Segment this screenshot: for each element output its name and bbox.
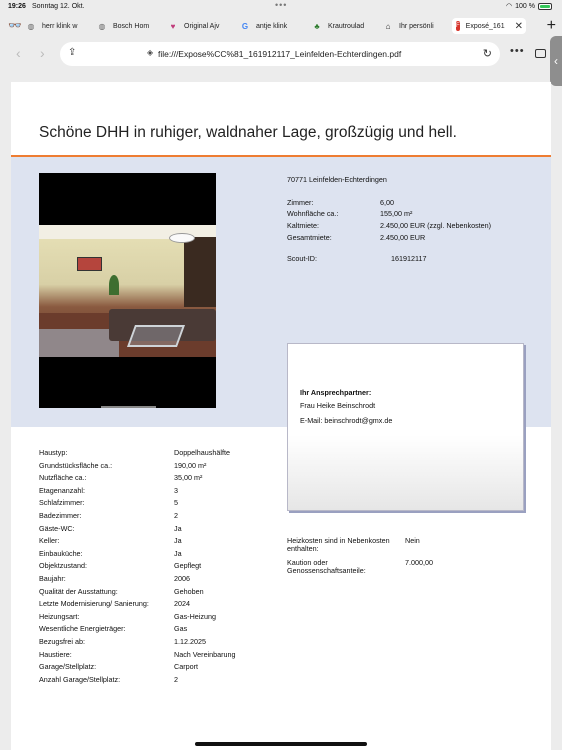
pdf-page	[11, 82, 551, 750]
tab-1[interactable]	[97, 18, 159, 34]
scout-id-label: Scout-ID:	[287, 254, 317, 263]
living-room-image	[39, 225, 216, 357]
tab-3-google-icon: G	[241, 21, 249, 31]
detail-label: Wesentliche Energieträger:	[39, 624, 126, 634]
detail-label: Haustyp:	[39, 448, 68, 457]
status-right	[506, 2, 552, 10]
tab-5[interactable]	[383, 18, 445, 34]
tab-2[interactable]	[168, 18, 230, 34]
photo-scroll-indicator	[101, 406, 156, 408]
status-bar	[0, 0, 562, 12]
status-date: Sonntag 12. Okt.	[32, 3, 85, 10]
detail-label: Haustiere:	[39, 649, 72, 659]
detail-value: 2006	[174, 574, 190, 583]
detail-value: Ja	[174, 523, 182, 533]
tab-4[interactable]	[312, 18, 374, 34]
navigation-bar	[0, 40, 562, 68]
multitask-dots-icon[interactable]: •••	[275, 0, 288, 10]
tab-1-label: Bosch Hom	[113, 22, 150, 30]
wifi-icon: ◠	[506, 3, 513, 10]
detail-value: 2024	[174, 599, 190, 609]
detail-value: 3	[174, 485, 178, 495]
detail-value: 190,00 m²	[174, 460, 207, 470]
detail-value: Carport	[174, 662, 198, 672]
back-icon[interactable]: ‹	[16, 45, 21, 61]
detail-value: Gepflegt	[174, 561, 202, 571]
detail-value: Doppelhaushälfte	[174, 448, 230, 457]
close-tab-icon[interactable]: ✕	[514, 20, 523, 32]
tab-2-heart-icon: ♥	[170, 21, 176, 31]
detail-label: Qualität der Ausstattung:	[39, 586, 118, 596]
detail-label: Grundstücksfläche ca.:	[39, 460, 113, 470]
sidebar-icon[interactable]	[535, 49, 546, 58]
detail-label: Anzahl Garage/Stellplatz:	[39, 674, 121, 684]
cost-value: Nein	[405, 536, 420, 545]
site-info-icon[interactable]: ◈	[147, 48, 154, 57]
tab-6-pdf-icon: F	[456, 23, 460, 29]
contact-name: Frau Heike Beinschrodt	[300, 401, 376, 410]
summary-label: Wohnfläche ca.:	[287, 209, 339, 218]
url-text[interactable]: file:///Expose%CC%81_161912117_Leinfelden-Echterdingen.pdf	[158, 49, 402, 59]
cost-label: Kaution oder	[287, 558, 328, 567]
tab-6-label: Exposé_161	[465, 22, 505, 30]
share-icon[interactable]: ⇪	[68, 47, 77, 58]
detail-label: Garage/Stellplatz:	[39, 662, 97, 672]
tab-2-label: Original Ajv	[184, 22, 220, 30]
detail-label: Einbauküche:	[39, 548, 83, 558]
cost-label-cont: Genossenschaftsanteile:	[287, 566, 366, 575]
reload-icon[interactable]: ↻	[482, 48, 492, 60]
battery-icon	[538, 3, 552, 10]
summary-value: 155,00 m²	[380, 209, 413, 218]
more-options-icon[interactable]: •••	[510, 45, 525, 57]
address-bar[interactable]	[60, 42, 500, 66]
detail-value: Ja	[174, 536, 182, 546]
detail-value: Gas-Heizung	[174, 611, 216, 621]
detail-value: Ja	[174, 548, 182, 558]
property-photo	[39, 173, 216, 408]
tab-4-cactus-icon: ♣	[314, 21, 320, 31]
tab-0-globe-icon: ◍	[27, 21, 35, 31]
tab-0[interactable]	[26, 18, 86, 34]
detail-value: 5	[174, 498, 178, 508]
forward-icon[interactable]: ›	[40, 45, 45, 61]
tab-0-label: herr klink w	[42, 22, 78, 30]
detail-label: Keller:	[39, 536, 60, 546]
detail-label: Heizungsart:	[39, 611, 80, 621]
property-address: 70771 Leinfelden-Echterdingen	[287, 175, 387, 184]
summary-value: 2.450,00 EUR (zzgl. Nebenkosten)	[380, 221, 492, 230]
summary-label: Kaltmiete:	[287, 221, 319, 230]
new-tab-icon[interactable]: +	[546, 17, 556, 34]
tab-5-label: Ihr persönli	[399, 22, 434, 30]
contact-email: E-Mail: beinschrodt@gmx.de	[300, 416, 393, 425]
detail-label: Badezimmer:	[39, 511, 82, 520]
detail-value: Gas	[174, 624, 188, 634]
detail-label: Bezugsfrei ab:	[39, 637, 85, 646]
side-panel-handle-icon[interactable]: ‹	[550, 36, 562, 86]
tab-3[interactable]	[240, 18, 300, 34]
cost-label-cont: enthalten:	[287, 544, 319, 553]
status-time: 19:26	[8, 3, 26, 10]
battery-percent: 100 %	[515, 2, 535, 10]
detail-value: Nach Vereinbarung	[174, 649, 236, 659]
detail-value: 2	[174, 674, 178, 684]
tab-5-house-icon: ⌂	[385, 21, 391, 31]
tab-bar	[0, 14, 562, 38]
contact-title: Ihr Ansprechpartner:	[300, 388, 372, 397]
private-browsing-icon[interactable]: 👓	[8, 20, 22, 32]
detail-label: Baujahr:	[39, 574, 66, 583]
detail-value: 2	[174, 511, 178, 520]
detail-value: 1.12.2025	[174, 637, 206, 646]
cost-label: Heizkosten sind in Nebenkosten	[287, 536, 390, 545]
detail-label: Schlafzimmer:	[39, 498, 85, 508]
tab-4-label: Krautroulad	[328, 22, 365, 30]
summary-value: 6,00	[380, 198, 394, 207]
cost-value: 7.000,00	[405, 558, 433, 567]
summary-label: Gesamtmiete:	[287, 233, 332, 242]
home-indicator[interactable]	[195, 742, 367, 746]
tab-3-label: antje klink	[256, 22, 288, 30]
tab-6-active[interactable]	[452, 18, 526, 34]
scout-id-value: 161912117	[391, 254, 427, 263]
tab-1-globe-icon: ◍	[98, 21, 106, 31]
detail-value: 35,00 m²	[174, 473, 203, 483]
page-title: Schöne DHH in ruhiger, waldnaher Lage, großzügig und hell.	[39, 124, 457, 141]
summary-label: Zimmer:	[287, 198, 314, 207]
detail-label: Objektzustand:	[39, 561, 87, 571]
detail-label: Gäste-WC:	[39, 523, 75, 533]
detail-value: Gehoben	[174, 586, 204, 596]
contact-card	[287, 343, 524, 511]
detail-label: Etagenanzahl:	[39, 485, 85, 495]
summary-value: 2.450,00 EUR	[380, 233, 426, 242]
detail-label: Letzte Modernisierung/ Sanierung:	[39, 599, 149, 609]
detail-label: Nutzfläche ca.:	[39, 473, 87, 483]
